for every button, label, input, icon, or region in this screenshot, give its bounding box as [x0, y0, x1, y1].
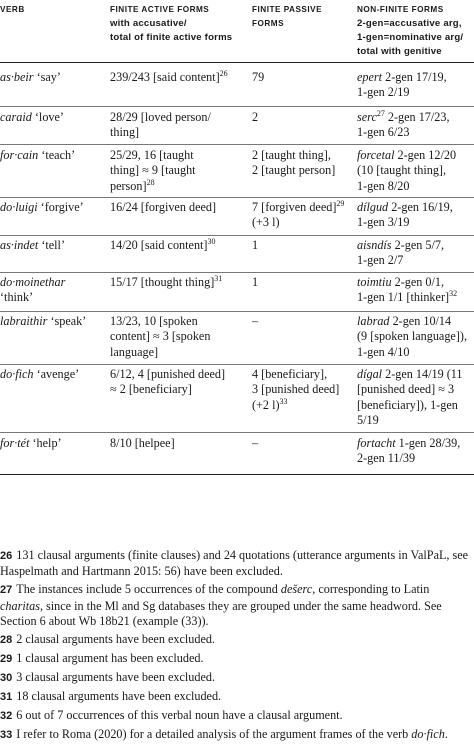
header-verb: VERB [0, 5, 25, 14]
row-divider [0, 364, 474, 365]
row-divider [0, 272, 474, 273]
footnote: 27 The instances include 5 occurrences of the compound dešerc, corresponding to Latin charitas, since in the Ml and Sg databases they are grouped under the same headword. See Section 6 about Wb 18b21 (example (33)). [0, 582, 442, 629]
footnote: 33 I refer to Roma (2020) for a detailed analysis of the argument frames of the verb do·fich. [0, 727, 448, 742]
header-nonfinite: NON-FINITE FORMS 2-gen=accusative arg, 1-gen=nominative arg/ total with genitive [357, 5, 464, 57]
table-bottom-rule [0, 474, 474, 475]
header-rule [0, 62, 474, 63]
footnote: 30 3 clausal arguments have been excluded. [0, 670, 216, 685]
footnote: 31 18 clausal arguments have been excluded. [0, 689, 222, 704]
header-finite-passive: FINITE PASSIVE FORMS [252, 5, 323, 28]
header-finite-active: FINITE ACTIVE FORMS with accusative/ total of finite active forms [110, 5, 233, 43]
footnotes [0, 548, 474, 746]
row-divider [0, 235, 474, 236]
footnote: 29 1 clausal argument has been excluded. [0, 651, 204, 666]
row-divider [0, 106, 474, 107]
row-divider [0, 197, 474, 198]
row-divider [0, 432, 474, 433]
footnote: 26 131 clausal arguments (finite clauses) and 24 quotations (utterance arguments in ValPaL, see Haspelmath and Hartmann 2015: 56) have been excluded. [0, 548, 469, 579]
footnote: 28 2 clausal arguments have been excluded. [0, 632, 216, 647]
footnote: 32 6 out of 7 occurrences of this verbal noun have a clausal argument. [0, 708, 343, 723]
row-divider [0, 311, 474, 312]
row-divider [0, 144, 474, 145]
